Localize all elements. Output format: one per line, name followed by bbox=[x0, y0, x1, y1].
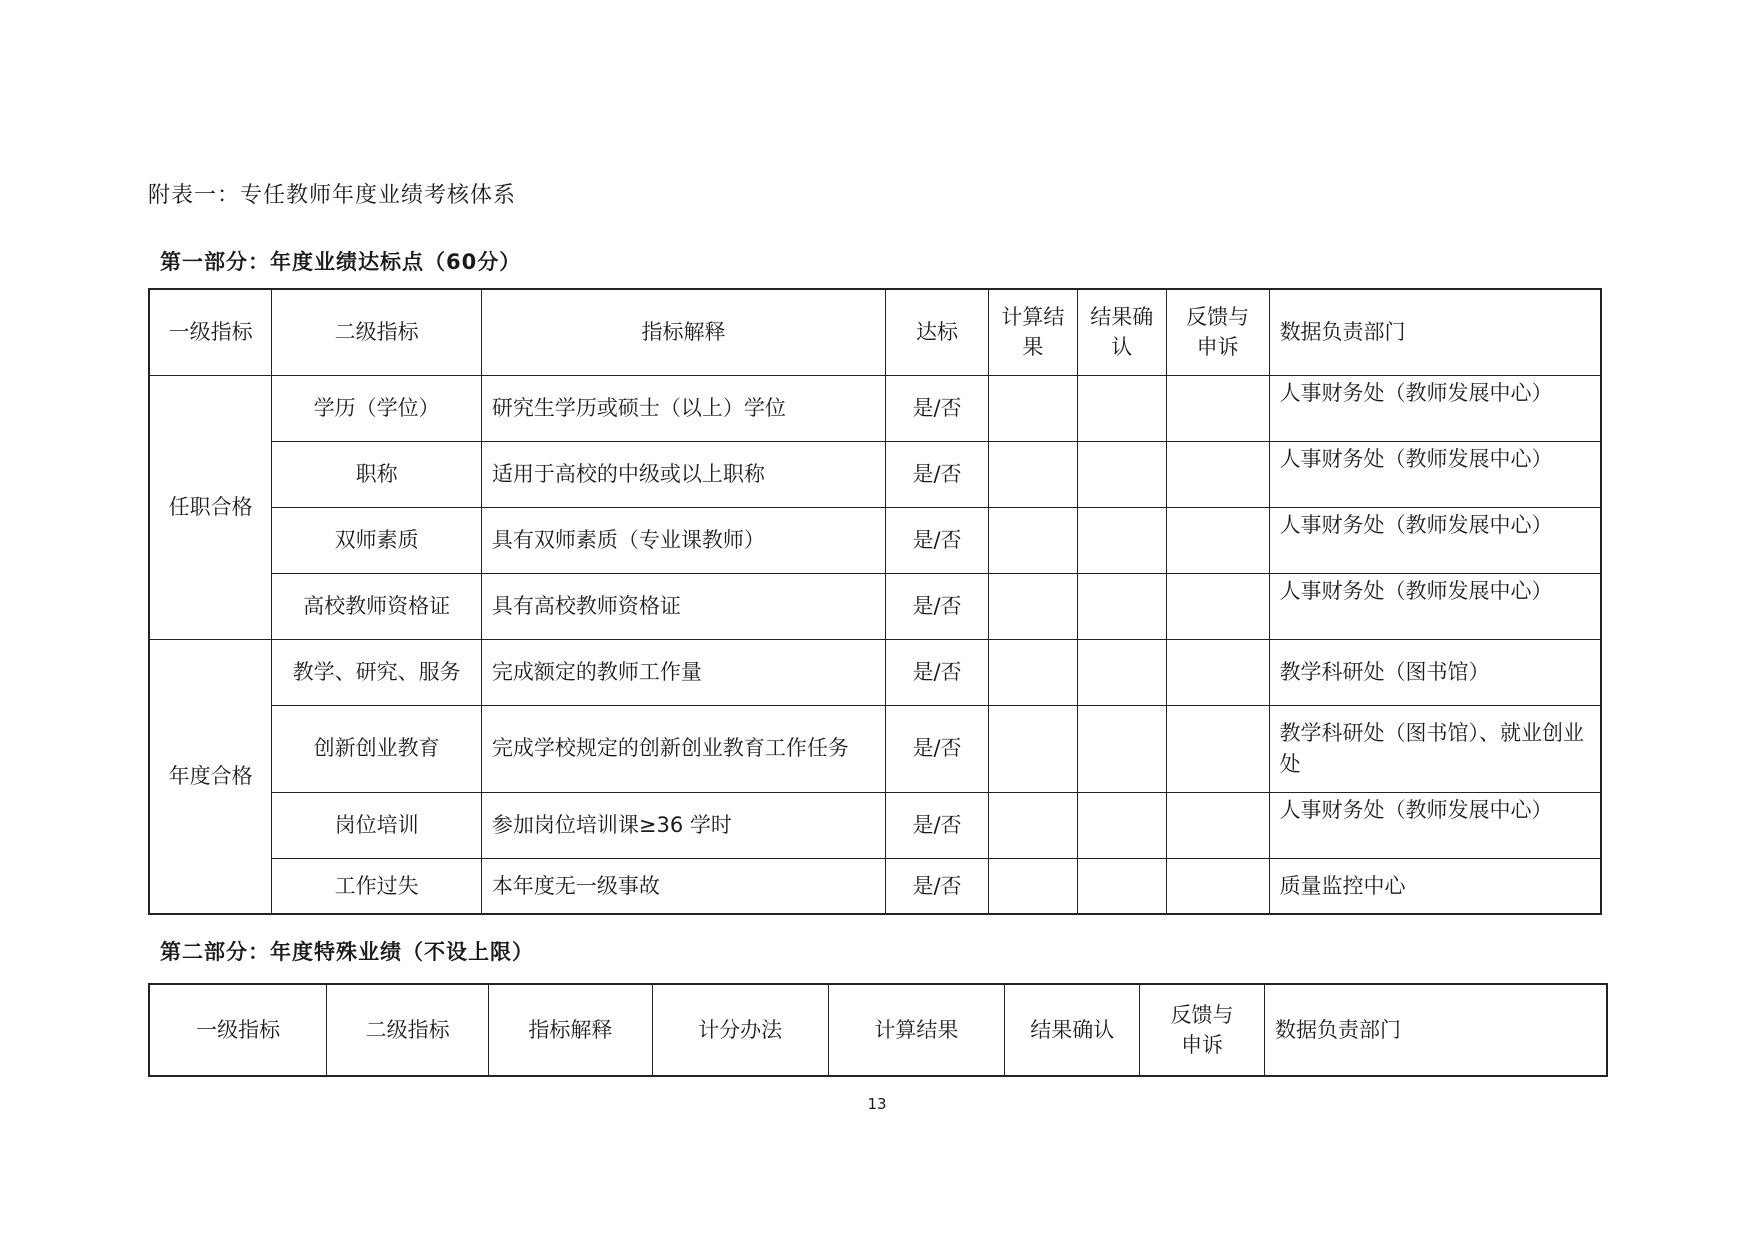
calc-result-cell bbox=[988, 573, 1077, 639]
header-feedback: 反馈与申诉 bbox=[1166, 289, 1269, 375]
feedback-cell bbox=[1166, 441, 1269, 507]
table-row bbox=[149, 573, 1601, 639]
dept-cell: 人事财务处（教师发展中心） bbox=[1269, 375, 1601, 441]
table-row bbox=[149, 705, 1601, 792]
result-confirm-cell bbox=[1077, 858, 1166, 914]
dept-cell: 教学科研处（图书馆） bbox=[1269, 639, 1601, 705]
header-result-confirm: 结果确认 bbox=[1005, 984, 1140, 1076]
standard-cell: 是/否 bbox=[886, 792, 989, 858]
part2-title: 第二部分：年度特殊业绩（不设上限） bbox=[160, 940, 534, 964]
level2-cell: 教学、研究、服务 bbox=[272, 639, 482, 705]
result-confirm-cell bbox=[1077, 573, 1166, 639]
standard-cell: 是/否 bbox=[886, 375, 989, 441]
part2-header-row bbox=[149, 984, 1607, 1076]
standard-cell: 是/否 bbox=[886, 573, 989, 639]
table-row bbox=[149, 792, 1601, 858]
header-level1: 一级指标 bbox=[149, 984, 327, 1076]
calc-result-cell bbox=[988, 792, 1077, 858]
calc-result-cell bbox=[988, 858, 1077, 914]
header-explain: 指标解释 bbox=[481, 289, 885, 375]
dept-cell: 人事财务处（教师发展中心） bbox=[1269, 573, 1601, 639]
feedback-cell bbox=[1166, 858, 1269, 914]
result-confirm-cell bbox=[1077, 792, 1166, 858]
feedback-cell bbox=[1166, 375, 1269, 441]
level2-cell: 职称 bbox=[272, 441, 482, 507]
table-row bbox=[149, 375, 1601, 441]
level2-cell: 学历（学位） bbox=[272, 375, 482, 441]
feedback-cell bbox=[1166, 573, 1269, 639]
header-standard: 达标 bbox=[886, 289, 989, 375]
explain-cell: 完成学校规定的创新创业教育工作任务 bbox=[481, 705, 885, 792]
header-calc-result: 计算结果 bbox=[988, 289, 1077, 375]
dept-cell: 人事财务处（教师发展中心） bbox=[1269, 507, 1601, 573]
standard-cell: 是/否 bbox=[886, 705, 989, 792]
level2-cell: 高校教师资格证 bbox=[272, 573, 482, 639]
result-confirm-cell bbox=[1077, 441, 1166, 507]
header-dept: 数据负责部门 bbox=[1265, 984, 1607, 1076]
part1-header-row bbox=[149, 289, 1601, 375]
level2-cell: 岗位培训 bbox=[272, 792, 482, 858]
explain-cell: 研究生学历或硕士（以上）学位 bbox=[481, 375, 885, 441]
dept-cell: 人事财务处（教师发展中心） bbox=[1269, 792, 1601, 858]
feedback-cell bbox=[1166, 792, 1269, 858]
standard-cell: 是/否 bbox=[886, 858, 989, 914]
level1-cell: 任职合格 bbox=[149, 375, 272, 639]
header-calc-result: 计算结果 bbox=[828, 984, 1005, 1076]
calc-result-cell bbox=[988, 441, 1077, 507]
level1-cell: 年度合格 bbox=[149, 639, 272, 914]
part1-title: 第一部分：年度业绩达标点（60分） bbox=[160, 250, 522, 274]
part1-table bbox=[148, 288, 1602, 915]
result-confirm-cell bbox=[1077, 705, 1166, 792]
table-row bbox=[149, 441, 1601, 507]
explain-cell: 本年度无一级事故 bbox=[481, 858, 885, 914]
header-scoring-method: 计分办法 bbox=[652, 984, 828, 1076]
explain-cell: 具有双师素质（专业课教师） bbox=[481, 507, 885, 573]
header-dept: 数据负责部门 bbox=[1269, 289, 1601, 375]
feedback-cell bbox=[1166, 705, 1269, 792]
dept-cell: 人事财务处（教师发展中心） bbox=[1269, 441, 1601, 507]
dept-cell: 教学科研处（图书馆）、就业创业处 bbox=[1269, 705, 1601, 792]
calc-result-cell bbox=[988, 639, 1077, 705]
level2-cell: 工作过失 bbox=[272, 858, 482, 914]
level2-cell: 创新创业教育 bbox=[272, 705, 482, 792]
level2-cell: 双师素质 bbox=[272, 507, 482, 573]
calc-result-cell bbox=[988, 375, 1077, 441]
feedback-cell bbox=[1166, 507, 1269, 573]
standard-cell: 是/否 bbox=[886, 639, 989, 705]
table-row bbox=[149, 507, 1601, 573]
document-title: 附表一：专任教师年度业绩考核体系 bbox=[148, 183, 517, 208]
header-level2: 二级指标 bbox=[327, 984, 489, 1076]
explain-cell: 适用于高校的中级或以上职称 bbox=[481, 441, 885, 507]
feedback-cell bbox=[1166, 639, 1269, 705]
dept-cell: 质量监控中心 bbox=[1269, 858, 1601, 914]
header-result-confirm: 结果确认 bbox=[1077, 289, 1166, 375]
calc-result-cell bbox=[988, 507, 1077, 573]
result-confirm-cell bbox=[1077, 507, 1166, 573]
table-row bbox=[149, 858, 1601, 914]
header-level2: 二级指标 bbox=[272, 289, 482, 375]
result-confirm-cell bbox=[1077, 639, 1166, 705]
standard-cell: 是/否 bbox=[886, 507, 989, 573]
table-row bbox=[149, 639, 1601, 705]
header-explain: 指标解释 bbox=[489, 984, 653, 1076]
standard-cell: 是/否 bbox=[886, 441, 989, 507]
header-level1: 一级指标 bbox=[149, 289, 272, 375]
calc-result-cell bbox=[988, 705, 1077, 792]
part2-table bbox=[148, 983, 1608, 1077]
page-number: 13 bbox=[867, 1095, 887, 1113]
explain-cell: 参加岗位培训课≥36 学时 bbox=[481, 792, 885, 858]
result-confirm-cell bbox=[1077, 375, 1166, 441]
header-feedback: 反馈与申诉 bbox=[1140, 984, 1265, 1076]
explain-cell: 完成额定的教师工作量 bbox=[481, 639, 885, 705]
explain-cell: 具有高校教师资格证 bbox=[481, 573, 885, 639]
